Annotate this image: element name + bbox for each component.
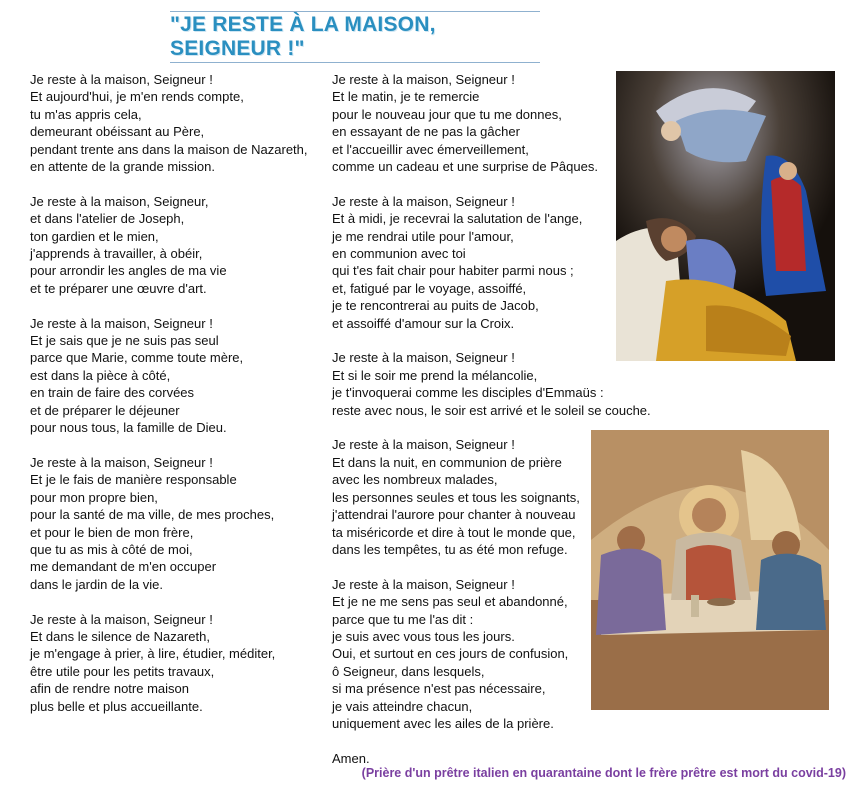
poem-line: pour la santé de ma ville, de mes proches, (30, 507, 275, 523)
poem-line: et dans l'atelier de Joseph, (30, 211, 185, 227)
poem-line: je t'invoquerai comme les disciples d'Emmaüs : (332, 385, 604, 401)
poem-line: dans le jardin de la vie. (30, 576, 163, 592)
poem-line: Et dans la nuit, en communion de prière (332, 454, 562, 470)
painting-dream-of-joseph (616, 71, 835, 361)
poem-line: je te rencontrerai au puits de Jacob, (332, 298, 539, 314)
poem-line: pour le nouveau jour que tu me donnes, (332, 106, 562, 122)
poem-line: et de préparer le déjeuner (30, 402, 180, 418)
poem-line: Et aujourd'hui, je m'en rends compte, (30, 89, 244, 105)
poem-line: afin de rendre notre maison (30, 681, 189, 697)
poem-line: que tu as mis à côté de moi, (30, 541, 193, 557)
poem-line: Et je ne me sens pas seul et abandonné, (332, 594, 568, 610)
poem-line: comme un cadeau et une surprise de Pâques. (332, 159, 598, 175)
poem-line: je m'engage à prier, à lire, étudier, méditer, (30, 646, 276, 662)
poem-line: Et à midi, je recevrai la salutation de l'ange, (332, 211, 583, 227)
poem-line: ta miséricorde et dire à tout le monde que, (332, 524, 576, 540)
poem-line: et pour le bien de mon frère, (30, 524, 194, 540)
poem-line: Et je sais que je ne suis pas seul (30, 333, 219, 349)
stanza (30, 611, 320, 715)
poem-line: et te préparer une œuvre d'art. (30, 280, 207, 296)
poem-line: avec les nombreux malades, (332, 472, 498, 488)
poem-line: pendant trente ans dans la maison de Nazareth, (30, 141, 308, 157)
poem-line: Je reste à la maison, Seigneur ! (30, 454, 213, 470)
poem-line: Et je le fais de manière responsable (30, 472, 237, 488)
attribution-footer: (Prière d'un prêtre italien en quarantaine dont le frère prêtre est mort du covid-19) (361, 766, 846, 780)
poem-line: et, fatigué par le voyage, assoiffé, (332, 280, 527, 296)
poem-line: être utile pour les petits travaux, (30, 663, 215, 679)
poem-line: en essayant de ne pas la gâcher (332, 124, 520, 140)
poem-line: Et le matin, je te remercie (332, 89, 480, 105)
poem-line: et assoiffé d'amour sur la Croix. (332, 315, 515, 331)
poem-line: je vais atteindre chacun, (332, 698, 473, 714)
stanza (30, 315, 320, 437)
poem-line: je me rendrai utile pour l'amour, (332, 228, 514, 244)
poem-line: les personnes seules et tous les soignants, (332, 489, 580, 505)
stanza (30, 193, 320, 297)
poem-line: plus belle et plus accueillante. (30, 698, 203, 714)
stanza (30, 454, 320, 593)
stanza (30, 71, 320, 175)
poem-line: Et si le soir me prend la mélancolie, (332, 367, 538, 383)
poem-line: uniquement avec les ailes de la prière. (332, 715, 554, 731)
poem-line: dans les tempêtes, tu as été mon refuge. (332, 541, 568, 557)
poem-line: pour mon propre bien, (30, 489, 158, 505)
poem-line: pour nous tous, la famille de Dieu. (30, 420, 227, 436)
amen-line: Amen. (332, 750, 370, 766)
poem-line: et l'accueillir avec émerveillement, (332, 141, 529, 157)
poem-line: en communion avec toi (332, 246, 466, 262)
poem-line: demeurant obéissant au Père, (30, 124, 205, 140)
poem-line: Je reste à la maison, Seigneur ! (332, 350, 515, 366)
poem-line: Je reste à la maison, Seigneur ! (332, 576, 515, 592)
poem-line: Je reste à la maison, Seigneur, (30, 193, 209, 209)
poem-line: reste avec nous, le soir est arrivé et le soleil se couche. (332, 402, 651, 418)
poem-line: Je reste à la maison, Seigneur ! (332, 437, 515, 453)
poem-line: si ma présence n'est pas nécessaire, (332, 681, 546, 697)
poem-line: parce que Marie, comme toute mère, (30, 350, 244, 366)
poem-line: Je reste à la maison, Seigneur ! (332, 72, 515, 87)
poem-line: Oui, et surtout en ces jours de confusion, (332, 646, 569, 662)
stanza (332, 349, 652, 419)
poem-line: est dans la pièce à côté, (30, 367, 171, 383)
poem-line: qui t'es fait chair pour habiter parmi nous ; (332, 263, 574, 279)
poem-line: Je reste à la maison, Seigneur ! (332, 193, 515, 209)
poem-line: Et dans le silence de Nazareth, (30, 628, 210, 644)
poem-line: tu m'as appris cela, (30, 106, 142, 122)
poem-line: en train de faire des corvées (30, 385, 195, 401)
poem-line: en attente de la grande mission. (30, 159, 216, 175)
poem-column-left (30, 71, 320, 732)
page-title: "JE RESTE À LA MAISON, SEIGNEUR !" (170, 13, 436, 60)
poem-line: me demandant de m'en occuper (30, 559, 217, 575)
title-banner (170, 11, 540, 63)
poem-line: Je reste à la maison, Seigneur ! (30, 611, 213, 627)
poem-line: pour arrondir les angles de ma vie (30, 263, 227, 279)
poem-line: j'apprends à travailler, à obéir, (30, 246, 203, 262)
poem-line: Je reste à la maison, Seigneur ! (30, 315, 213, 331)
poem-line: parce que tu me l'as dit : (332, 611, 474, 627)
poem-line: Je reste à la maison, Seigneur ! (30, 72, 213, 87)
poem-line: ton gardien et le mien, (30, 228, 159, 244)
poem-line: ô Seigneur, dans lesquels, (332, 663, 485, 679)
painting-supper-at-emmaus (591, 430, 829, 710)
poem-line: je suis avec vous tous les jours. (332, 628, 515, 644)
stanza (332, 193, 652, 332)
poem-line: j'attendrai l'aurore pour chanter à nouveau (332, 507, 576, 523)
stanza (332, 71, 652, 175)
